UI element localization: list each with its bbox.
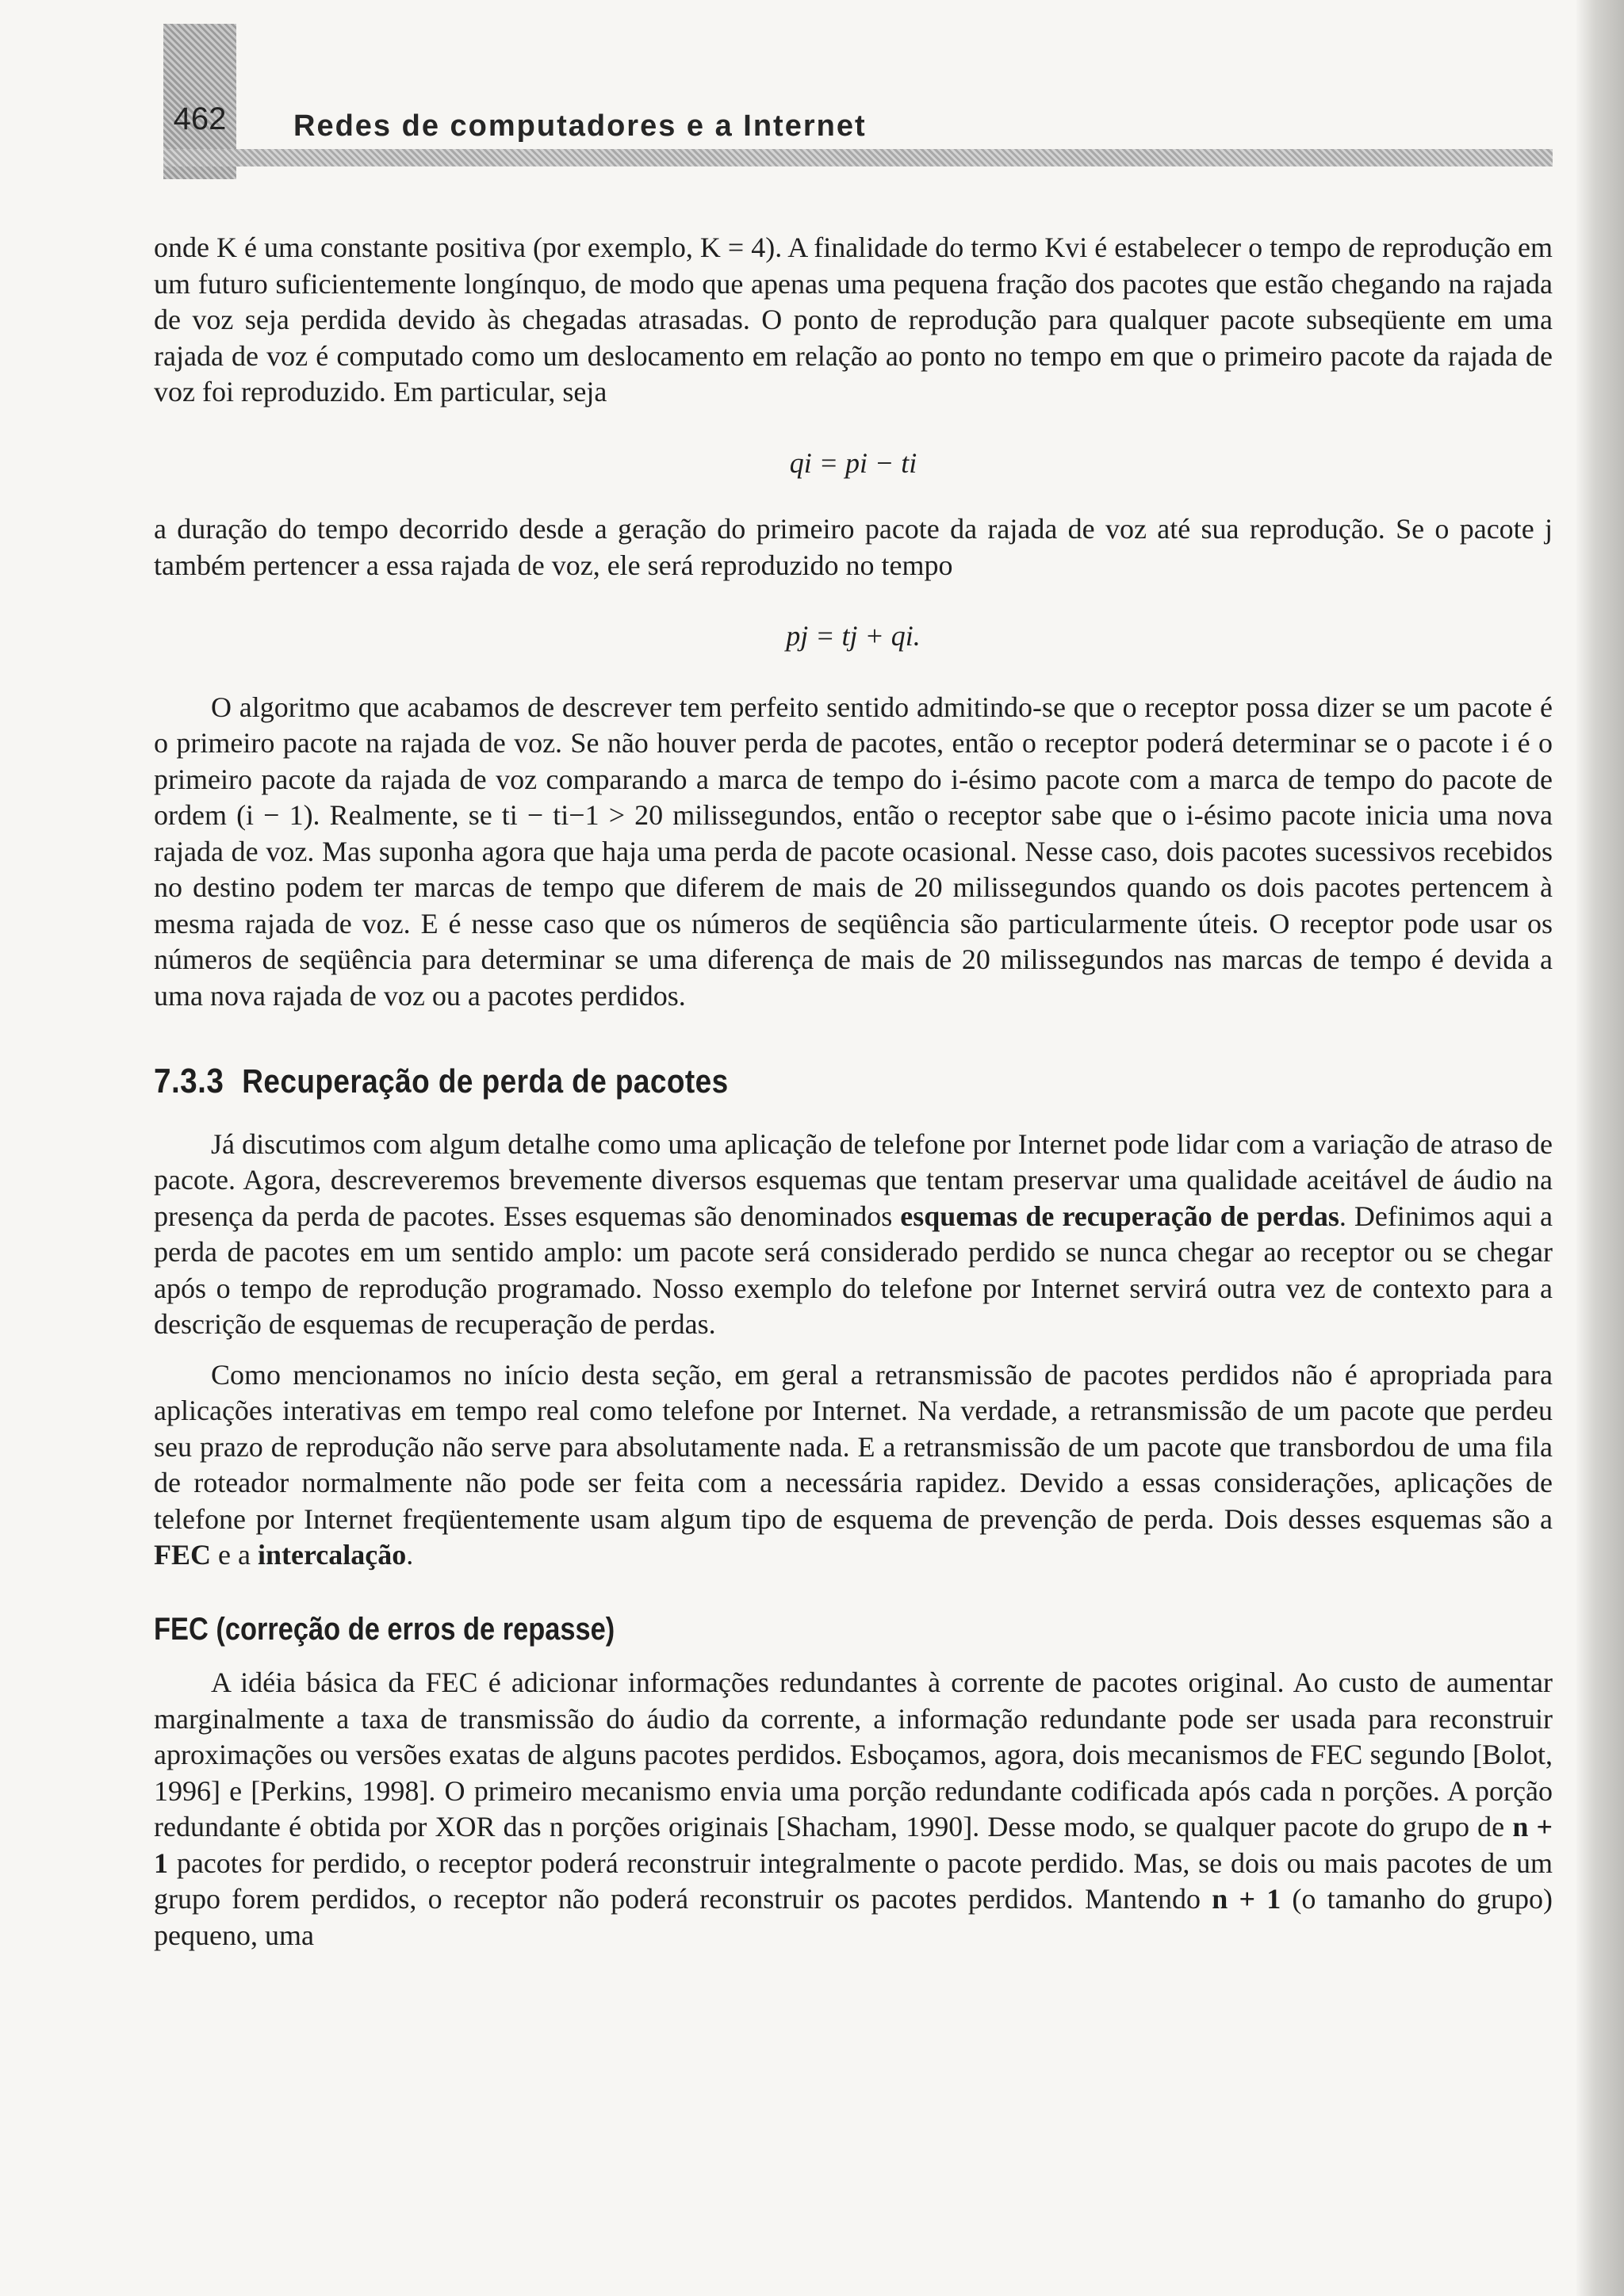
page-number: 462 (173, 101, 227, 136)
paragraph-algorithm: O algoritmo que acabamos de descrever tem perfeito sentido admitindo-se que o receptor possa dizer se um pacote é o primeiro pacote na rajada de voz. Se não houver perda de pacotes, então o receptor poderá determinar se o pacote i é o primeiro pacote da rajada de voz comparando a marca de tempo do i-ésimo pacote com a marca de tempo do pacote de ordem (i − 1). Realmente, se ti − ti−1 > 20 milissegundos, então o receptor sabe que o i-ésimo pacote inicia uma nova rajada de voz. Mas suponha agora que haja uma perda de pacote ocasional. Nesse caso, dois pacotes sucessivos recebidos no destino podem ter marcas de tempo que diferem de mais de 20 milissegundos quando os dois pacotes pertencem à mesma rajada de voz. E é nesse caso que os números de seqüência são particularmente úteis. O receptor pode usar os números de seqüência para determinar se uma diferença de mais de 20 milissegundos nas marcas de tempo é devida a uma nova rajada de voz ou a pacotes perdidos. (154, 691, 1553, 1012)
term-loss-recovery: esquemas de recuperação de perdas (900, 1200, 1339, 1232)
text-run: A idéia básica da FEC é adicionar informações redundantes à corrente de pacotes original. Ao custo de aumentar marginalmente a taxa de transmissão do áudio da corrente, a informação redundante pode ser usada para reconstruir aproximações ou versões exatas de alguns pacotes perdidos. Esboçamos, agora, dois mecanismos de FEC segundo [Bolot, 1996] e [Perkins, 1998]. O primeiro mecanismo envia uma porção redundante codificada após cada n porções. A porção redundante é obtida por XOR das n porções originais [Shacham, 1990]. Desse modo, se qualquer pacote do grupo de (154, 1667, 1553, 1843)
paragraph-duration: a duração do tempo decorrido desde a geração do primeiro pacote da rajada de voz até sua reprodução. Se o pacote j também pertencer a essa rajada de voz, ele será reproduzido no tempo (154, 513, 1553, 581)
section-title: Recuperação de perda de pacotes (242, 1062, 729, 1100)
paragraph-loss-recovery (154, 1127, 1553, 1343)
text-run: . (406, 1539, 414, 1571)
term-interleaving: intercalação (257, 1539, 407, 1571)
text-run: Já discutimos com algum detalhe como uma aplicação de telefone por Internet pode lidar com a variação de atraso de pacote. Agora, descreveremos brevemente diversos esquemas que tentam preservar uma qualidade aceitável de áudio na presença da perda de pacotes. Esses esquemas são denominados (154, 1127, 1553, 1232)
text-run: Como mencionamos no início desta seção, em geral a retransmissão de pacotes perdidos não é apropriada para aplicações interativas em tempo real como telefone por Internet. Na verdade, a retransmissão de um pacote que perdeu seu prazo de reprodução não serve para absolutamente nada. E a retransmissão de um pacote que transbordou de uma fila de roteador normalmente não pode ser feita com a necessária rapidez. Devido a essas considerações, aplicações de telefone por Internet freqüentemente usam algum tipo de esquema de prevenção de perda. Dois desses esquemas são a (154, 1358, 1553, 1535)
header-rule (163, 149, 1553, 166)
section-heading (154, 1063, 1385, 1100)
section-number: 7.3.3 (154, 1062, 224, 1100)
running-title: Redes de computadores e a Internet (293, 109, 867, 143)
equation-playout-time: pj = tj + qi. (786, 620, 921, 652)
term-group-size: n + 1 (1212, 1883, 1281, 1915)
subsection-heading: FEC (correção de erros de repasse) (154, 1611, 615, 1647)
text-run: pacotes for perdido, o receptor poderá reconstruir integralmente o pacote perdido. Mas, se dois ou mais pacotes de um grupo forem perdidos, o receptor não poderá reconstruir os pacotes perdidos. Mantendo (154, 1846, 1553, 1915)
paragraph-playout-intro: onde K é uma constante positiva (por exemplo, K = 4). A finalidade do termo Kvi é estabelecer o tempo de reprodução em um futuro suficientemente longínquo, de modo que apenas uma pequena fração dos pacotes que estão chegando na rajada de voz seja perdida devido às chegadas atrasadas. O ponto de reprodução para qualquer pacote subseqüente em uma rajada de voz é computado como um deslocamento em relação ao ponto no tempo em que o primeiro pacote da rajada de voz foi reproduzido. Em particular, seja (154, 232, 1553, 408)
paragraph-fec (154, 1665, 1553, 1954)
text-run: . Definimos aqui a perda de pacotes em um sentido amplo: um pacote será considerado perdido se nunca chegar ao receptor ou se chegar após o tempo de reprodução programado. Nosso exemplo do telefone por Internet servirá outra vez de contexto para a descrição de esquemas de recuperação de perdas. (154, 1200, 1553, 1340)
equation-delay: qi = pi − ti (789, 446, 917, 479)
term-fec: FEC (154, 1539, 211, 1571)
text-run: e a (211, 1539, 258, 1571)
text-run: (o tamanho do grupo) pequeno, uma (154, 1883, 1553, 1951)
term-group-size: n + 1 (154, 1811, 1553, 1879)
page-edge-shadow (1576, 0, 1624, 2296)
paragraph-retransmission (154, 1357, 1553, 1574)
page-content (154, 230, 1553, 1954)
